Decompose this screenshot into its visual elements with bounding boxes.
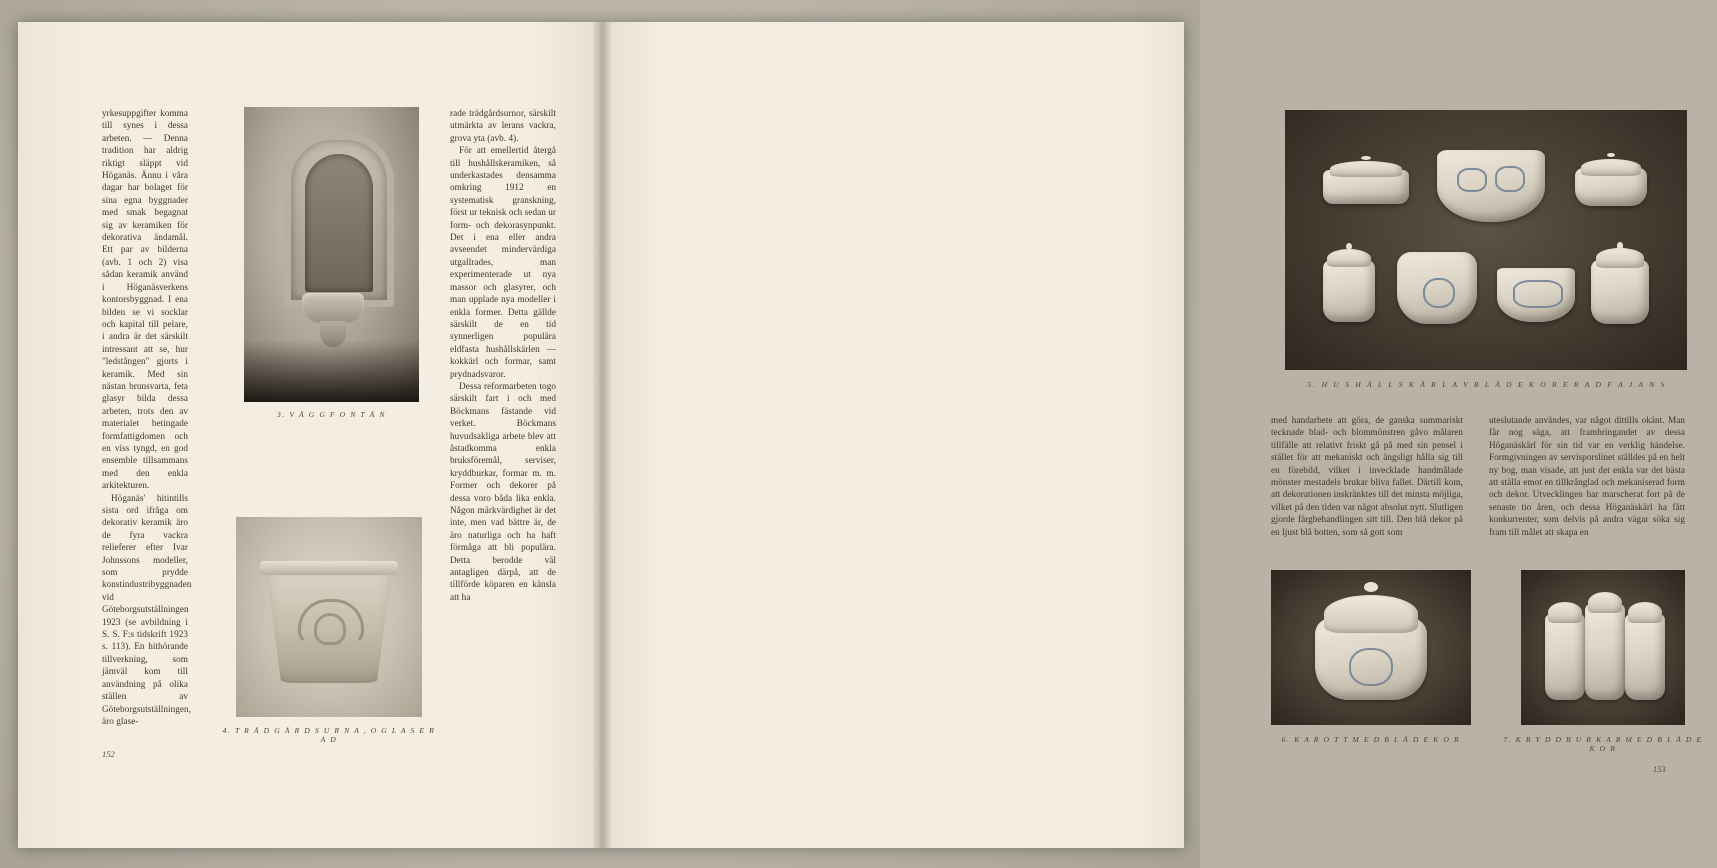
book-gutter [593, 22, 611, 848]
figure-3-wall-fountain [244, 107, 419, 402]
fountain-niche [305, 154, 373, 292]
butter-dish [1323, 170, 1409, 204]
figure-4-caption: 4. T R Ä D G Å R D S U R N A , O G L A S E R A D [222, 726, 436, 744]
paragraph: uteslutande användes, var något dittills okänt. Man får nog säga, att frambringandet av dessa Höganäskärl för sin tid var en verklig händelse. Formgivningen av servisporslinet ställdes på en helt ny bog, man visade, att just det enkla var det bästa att ställa emot en tillkrånglad och mekaniserad form och dekor. Utvecklingen har marscherat fort på de senaste tio åren, och dessa Höganäskärl ha fått konkurrenter, som delvis på andra vägar söka sig fram till målet att skapa en [1489, 415, 1685, 537]
figure-4-garden-urn [236, 517, 422, 717]
lidded-tureen [1397, 252, 1477, 324]
spice-jar-right [1591, 260, 1649, 324]
fountain-basin [302, 293, 364, 323]
figure-7-spice-jars [1521, 570, 1685, 725]
left-column-one [102, 107, 192, 727]
paragraph: För att emellertid återgå till hushållskeramiken, så underkastades densamma omkring 1912 en systematisk granskning, först ur teknisk och sedan ur form- och dekorasynpunkt. Det i ena eller andra avseendet mindervärdiga utgallrades, man experimenterade ut nya massor och glasyrer, och man upplade nya modeller i enkla former. Detta gällde särskilt de en tid synnerligen populära eldfasta hushållskärlen — kokkärl och formar, samt prydnadsvaror. [450, 145, 556, 379]
spice-jar [1625, 614, 1665, 700]
page-number-left: 152 [102, 749, 115, 759]
book-spread [18, 22, 1703, 848]
figure-6-caption: 6. K A R O T T M E D B L Å D E K O R [1281, 735, 1461, 744]
left-column-two [450, 107, 556, 603]
paragraph: med handarbete att göra, de ganska summariskt tecknade blad- och blommönstren gåvo målaren tillfälle att relativt friskt gå på med sin pensel i stället för att mekaniskt och ängsligt hålla sig till en förebild, vilket i invecklade handmålade mönster mestadels brukar bliva fallet. Därtill kom, att dekorationen inskränktes till det minsta möjliga, vilket på den tiden var något absolut nytt. Slutligen gjorde färgbehandlingen sitt till. Den blå dekor på en ljust blå botten, som så gott som [1271, 415, 1463, 537]
figure-6-tureen [1271, 570, 1471, 725]
paragraph: Höganäs' hitintills sista ord ifråga om dekorativ keramik äro de fyra vackra relieferer efter Ivar Johnssons modeller, som prydde konstindustribyggnaden vid Göteborgsutställningen 1923 (se avbildning i S. S. F:s tidskrift 1923 s. 113). En hithörande tillverkning, som jämväl kom till användning på olika ställen av Göteborgsutställningen, äro glase- [102, 492, 192, 726]
deep-bowl [1497, 268, 1575, 322]
tureen-object [1315, 618, 1427, 700]
large-bowl [1437, 150, 1545, 222]
paragraph: yrkesuppgifter komma till synes i dessa arbeten. — Denna tradition har aldrig riktigt släppt vid Höganäs. Ännu i våra dagar har bolaget för sina egna byggnader med smak begagnat sig av keramiken för dekorativa ändamål. Ett par av bilderna (avb. 1 och 2) visa sådan keramik använd i Höganäsverkens kontorsbyggnad. I ena bilden se vi socklar och kapital till pelare, i andra är det särskilt intressant att se, hur "ledstången" gjorts i keramik. Med sin nästan brunsvarta, feta glasyr bilda dessa arbeten, trots den av materialet betingade formfattigdomen och en viss tyngd, en god ensemble tillsammans med den enkla arkitekturen. [102, 108, 188, 491]
urn-rim [260, 561, 398, 575]
photo-background [1285, 110, 1687, 370]
figure-7-caption: 7. K R Y D D B U R K A R M E D B L Å D E K O R [1503, 735, 1703, 753]
figure-3-caption: 3. V Ä G G F O N T Ä N [277, 410, 386, 419]
photo-shadow [244, 340, 419, 402]
spice-jar-left [1323, 260, 1375, 322]
spice-jar [1545, 614, 1585, 700]
spice-jar [1585, 604, 1625, 700]
right-column-one [1271, 414, 1463, 538]
right-column-two [1489, 414, 1685, 538]
figure-5-caption: 5. H U S H Å L L S K Ä R L A V B L Å D E K O R E R A D F A J A N S [1307, 380, 1667, 389]
paragraph: Dessa reformarbeten togo särskilt fart i och med Böckmans fästande vid verket. Böckmans huvudsakliga arbete blev att åstadkomma enkla bruksföremål, serviser, kryddburkar, formar m. m. Former och dekorer på dessa voro båda lika enkla. Någon märkvärdighet är det inte, men vad bättre är, de äro naturliga och ha haft förmåga att bli populära. Detta berodde väl antagligen därpå, att de tillförde köparen en känsla att ha [450, 380, 556, 602]
right-page [601, 22, 1703, 848]
fountain-arch [284, 133, 394, 307]
page-number-right: 153 [1653, 764, 1666, 774]
paragraph: rade trädgårdsurnor, särskilt utmärkta av lerans vackra, grova yta (avb. 4). [450, 108, 556, 143]
figure-5-household-vessels [1285, 110, 1687, 370]
left-page [18, 22, 601, 848]
small-lidded-pot [1575, 168, 1647, 206]
urn-ornament-inner [314, 613, 346, 645]
